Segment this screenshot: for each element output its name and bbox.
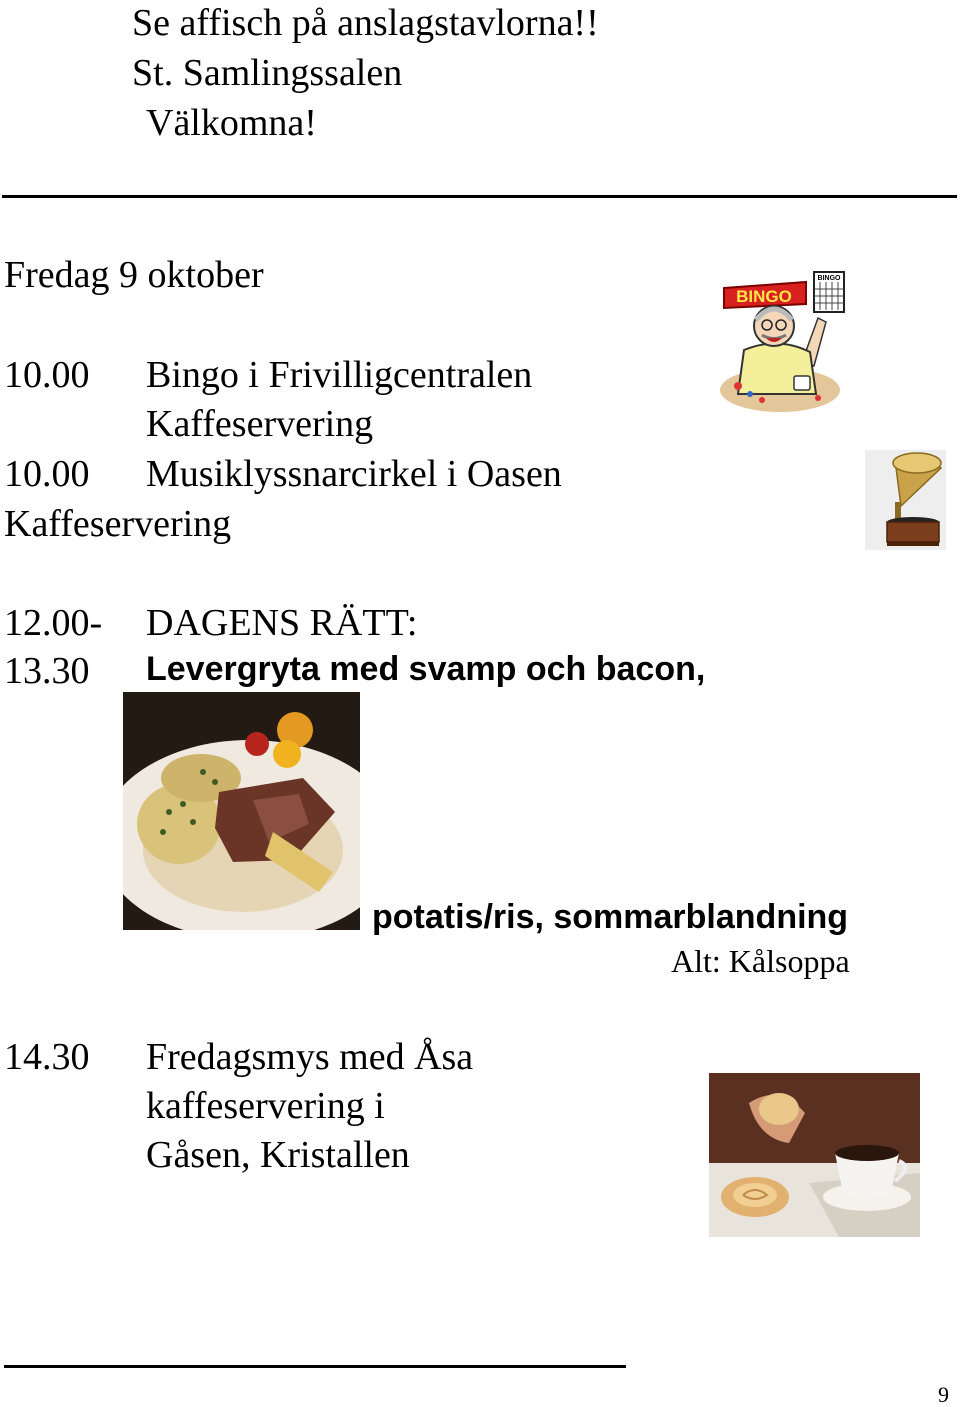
day-title: Fredag 9 oktober bbox=[4, 254, 264, 296]
footer-divider bbox=[4, 1365, 626, 1368]
notice-line-2: St. Samlingssalen bbox=[132, 52, 403, 94]
afternoon-line-3: Gåsen, Kristallen bbox=[146, 1134, 410, 1176]
event-2-title: Musiklyssnarcirkel i Oasen bbox=[146, 453, 562, 495]
lunch-heading: DAGENS RÄTT: bbox=[146, 602, 418, 644]
afternoon-time: 14.30 bbox=[4, 1036, 90, 1078]
lunch-dish-line-1: Levergryta med svamp och bacon, bbox=[146, 650, 706, 688]
food-photo bbox=[123, 692, 360, 930]
svg-text:BINGO: BINGO bbox=[817, 275, 841, 282]
plate-of-food-icon bbox=[123, 692, 360, 930]
event-1-title: Bingo i Frivilligcentralen bbox=[146, 354, 533, 396]
gramophone-image bbox=[865, 450, 946, 550]
lunch-time-end: 13.30 bbox=[4, 650, 90, 692]
coffee-cup-and-bun-icon bbox=[709, 1073, 920, 1237]
event-1-detail: Kaffeservering bbox=[146, 403, 374, 445]
bingo-clipart bbox=[718, 268, 848, 418]
page-number: 9 bbox=[938, 1382, 949, 1407]
lunch-time-start: 12.00- bbox=[4, 602, 103, 644]
gramophone-icon bbox=[865, 450, 946, 550]
coffee-photo bbox=[709, 1073, 920, 1237]
svg-text:BINGO: BINGO bbox=[736, 287, 792, 306]
afternoon-line-2: kaffeservering i bbox=[146, 1085, 385, 1127]
event-1-time: 10.00 bbox=[4, 354, 90, 396]
lunch-dish-line-2: potatis/ris, sommarblandning bbox=[372, 898, 849, 936]
lunch-alternative: Alt: Kålsoppa bbox=[671, 943, 850, 979]
event-2-detail: Kaffeservering bbox=[4, 503, 232, 545]
event-2-time: 10.00 bbox=[4, 453, 90, 495]
notice-line-3: Välkomna! bbox=[146, 102, 317, 144]
bingo-man-icon bbox=[718, 268, 848, 418]
notice-line-1: Se affisch på anslagstavlorna!! bbox=[132, 2, 599, 44]
top-divider bbox=[2, 195, 957, 198]
afternoon-line-1: Fredagsmys med Åsa bbox=[146, 1036, 474, 1078]
